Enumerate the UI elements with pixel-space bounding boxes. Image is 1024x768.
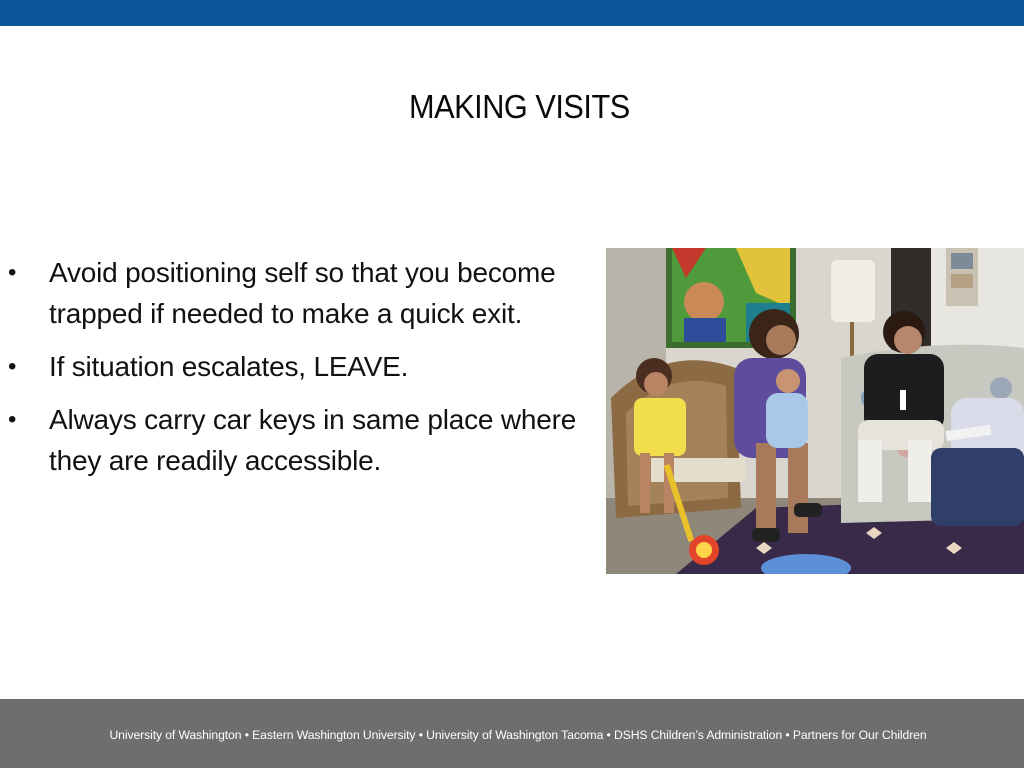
home-visit-photo: [606, 248, 1024, 574]
footer-bar: [0, 699, 1024, 768]
footer-partners-text: University of Washington • Eastern Washington University • University of Washington Tacoma • DSHS Children’s Administration • Partners for Our Children: [109, 728, 927, 742]
bullet-item: [8, 346, 593, 387]
bullet-list: [8, 252, 593, 493]
bullet-item: [8, 399, 593, 481]
bullet-text: If situation escalates, LEAVE.: [49, 351, 409, 382]
bullet-marker: •: [8, 259, 17, 286]
bullet-text: Always carry car keys in same place where they are readily accessible.: [49, 404, 577, 476]
slide-title: MAKING VISITS: [409, 88, 630, 125]
bullet-item: [8, 252, 593, 334]
bullet-marker: •: [8, 406, 17, 433]
bullet-marker: •: [8, 353, 17, 380]
bullet-text: Avoid positioning self so that you become trapped if needed to make a quick exit.: [49, 257, 556, 329]
top-accent-bar: [0, 0, 1024, 26]
